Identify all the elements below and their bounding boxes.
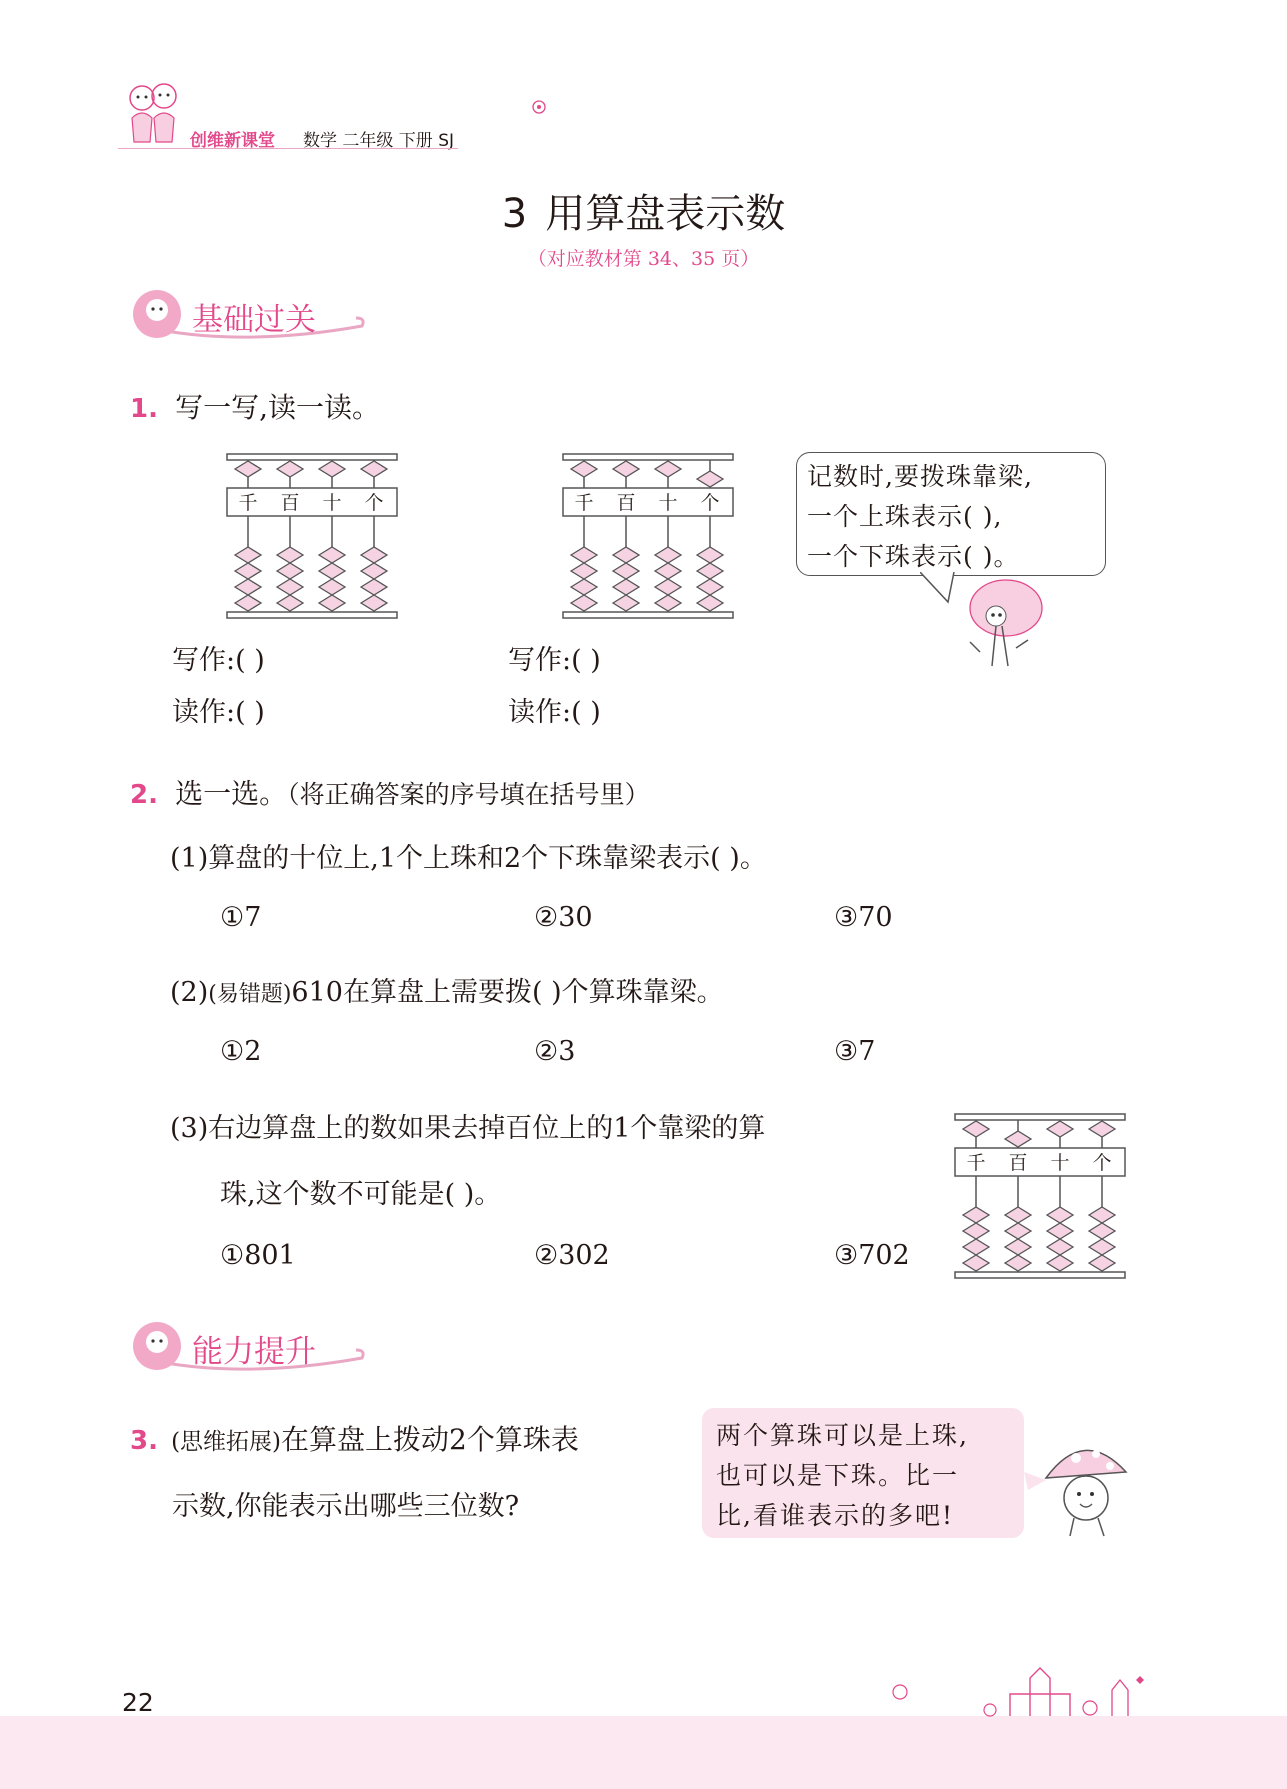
subject-label: 数学 二年级 下册 SJ [303, 131, 455, 151]
question-note: （将正确答案的序号填在括号里） [287, 780, 650, 809]
question-number: 2. [130, 780, 158, 810]
hint-line-1: 记数时,要拨珠靠梁, [807, 462, 1033, 491]
sub-question-1: (1)算盘的十位上,1个上珠和2个下珠靠梁表示( )。 [170, 843, 767, 874]
cartoon-kids-icon [120, 78, 190, 148]
question-2 [130, 772, 650, 812]
abacus-upper-bead [655, 461, 681, 477]
option-3-1[interactable]: ①801 [220, 1240, 296, 1271]
abacus-top-bar [227, 454, 397, 460]
abacus-place-label: 个 [364, 492, 384, 514]
write-answer-a[interactable]: 写作:( ) [172, 645, 265, 676]
abacus-c [954, 1110, 1128, 1282]
abacus-b [562, 450, 736, 622]
abacus-lower-bead [277, 547, 303, 563]
abacus-place-label: 十 [658, 492, 678, 514]
page-number: 22 [122, 1688, 154, 1717]
castle-decoration-icon [880, 1650, 1170, 1720]
abacus-place-label: 十 [322, 492, 342, 514]
abacus-place-label: 百 [616, 492, 636, 514]
abacus-lower-bead [1005, 1255, 1031, 1271]
tip-line-2: 也可以是下珠。比一 [716, 1461, 960, 1490]
abacus-place-label: 千 [238, 492, 258, 514]
abacus-lower-bead [697, 547, 723, 563]
abacus-lower-bead [1005, 1207, 1031, 1223]
abacus-upper-bead [697, 471, 723, 487]
option-2-2[interactable]: ②3 [534, 1036, 576, 1067]
abacus-lower-bead [1047, 1239, 1073, 1255]
section-advanced-badge [130, 1320, 370, 1372]
question-3 [130, 1418, 579, 1458]
tip-line-1: 两个算珠可以是上珠, [716, 1421, 969, 1450]
abacus-bottom-bar [563, 612, 733, 618]
question-1 [130, 386, 380, 426]
mushroom-mascot-icon [1024, 1432, 1144, 1552]
page-header [120, 78, 540, 158]
abacus-upper-bead [963, 1121, 989, 1137]
sub-question-prefix: (2) [170, 977, 209, 1008]
abacus-place-label: 十 [1050, 1152, 1070, 1174]
tip-line-3: 比,看谁表示的多吧! [716, 1501, 954, 1530]
abacus-place-label: 个 [700, 492, 720, 514]
cartoon-tree-icon [920, 572, 1050, 692]
abacus-lower-bead [235, 563, 261, 579]
hint-line-3: 一个下珠表示( )。 [807, 542, 1020, 571]
abacus-upper-bead [277, 461, 303, 477]
lesson-title-text: 用算盘表示数 [545, 191, 786, 237]
abacus-lower-bead [697, 595, 723, 611]
abacus-lower-bead [1089, 1223, 1115, 1239]
sub-question-2 [170, 970, 724, 1009]
abacus-place-label: 个 [1092, 1152, 1112, 1174]
abacus-lower-bead [319, 595, 345, 611]
abacus-place-label: 百 [1008, 1152, 1028, 1174]
option-3-2[interactable]: ②302 [534, 1240, 610, 1271]
abacus-lower-bead [1005, 1239, 1031, 1255]
abacus-lower-bead [655, 595, 681, 611]
abacus-lower-bead [235, 579, 261, 595]
abacus-upper-bead [571, 461, 597, 477]
abacus-lower-bead [277, 595, 303, 611]
abacus-lower-bead [1047, 1255, 1073, 1271]
abacus-lower-bead [235, 595, 261, 611]
abacus-lower-bead [613, 595, 639, 611]
thinking-tag: (思维拓展) [171, 1429, 282, 1455]
abacus-top-bar [563, 454, 733, 460]
abacus-lower-bead [277, 579, 303, 595]
header-divider [118, 148, 458, 149]
abacus-upper-bead [613, 461, 639, 477]
question-number: 1. [130, 394, 158, 424]
abacus-lower-bead [319, 579, 345, 595]
abacus-bottom-bar [955, 1272, 1125, 1278]
section-basic-label: 基础过关 [192, 302, 316, 338]
read-answer-b[interactable]: 读作:( ) [508, 697, 601, 728]
abacus-lower-bead [571, 563, 597, 579]
abacus-place-label: 百 [280, 492, 300, 514]
abacus-lower-bead [277, 563, 303, 579]
abacus-lower-bead [571, 547, 597, 563]
option-1-3[interactable]: ③70 [834, 902, 893, 933]
section-basic-badge [130, 288, 370, 340]
abacus-lower-bead [963, 1255, 989, 1271]
sub-question-stem: 610在算盘上需要拨( )个算珠靠梁。 [291, 977, 724, 1008]
abacus-lower-bead [963, 1223, 989, 1239]
abacus-lower-bead [361, 563, 387, 579]
abacus-lower-bead [963, 1239, 989, 1255]
brand-name: 创维新课堂 [190, 131, 275, 151]
abacus-lower-bead [1005, 1223, 1031, 1239]
hint-line-2: 一个上珠表示( ), [807, 502, 1003, 531]
sub-question-3-line-2: 珠,这个数不可能是( )。 [220, 1179, 502, 1210]
abacus-upper-bead [1047, 1121, 1073, 1137]
abacus-a [226, 450, 400, 622]
abacus-lower-bead [571, 579, 597, 595]
question-number: 3. [130, 1426, 158, 1456]
option-3-3[interactable]: ③702 [834, 1240, 910, 1271]
error-prone-tag: (易错题) [208, 982, 292, 1007]
hint-bubble [796, 452, 1106, 576]
abacus-lower-bead [235, 547, 261, 563]
abacus-upper-bead [235, 461, 261, 477]
abacus-lower-bead [1047, 1207, 1073, 1223]
question-text: 选一选。 [175, 777, 288, 810]
abacus-lower-bead [613, 547, 639, 563]
footer-band [0, 1716, 1287, 1789]
read-answer-a[interactable]: 读作:( ) [172, 697, 265, 728]
abacus-upper-bead [361, 461, 387, 477]
abacus-lower-bead [361, 595, 387, 611]
option-1-1[interactable]: ①7 [220, 902, 262, 933]
abacus-lower-bead [319, 547, 345, 563]
abacus-upper-bead [319, 461, 345, 477]
option-2-3[interactable]: ③7 [834, 1036, 876, 1067]
question-text: 写一写,读一读。 [175, 391, 380, 424]
question-text-line-2: 示数,你能表示出哪些三位数? [172, 1491, 520, 1522]
lesson-title [0, 182, 1287, 239]
abacus-lower-bead [963, 1207, 989, 1223]
abacus-lower-bead [655, 579, 681, 595]
abacus-bottom-bar [227, 612, 397, 618]
abacus-lower-bead [697, 579, 723, 595]
abacus-lower-bead [361, 579, 387, 595]
abacus-lower-bead [1089, 1255, 1115, 1271]
abacus-lower-bead [1089, 1239, 1115, 1255]
abacus-lower-bead [613, 563, 639, 579]
tip-bubble [702, 1408, 1024, 1538]
lesson-number: 3 [501, 191, 528, 237]
abacus-upper-bead [1005, 1131, 1031, 1147]
flower-icon [528, 98, 550, 116]
question-text-line-1: 在算盘上拨动2个算珠表 [281, 1423, 579, 1456]
abacus-place-label: 千 [574, 492, 594, 514]
abacus-upper-bead [1089, 1121, 1115, 1137]
option-2-1[interactable]: ①2 [220, 1036, 262, 1067]
abacus-lower-bead [1089, 1207, 1115, 1223]
abacus-lower-bead [655, 547, 681, 563]
abacus-lower-bead [613, 579, 639, 595]
abacus-lower-bead [571, 595, 597, 611]
textbook-reference: （对应教材第 34、35 页） [527, 248, 760, 270]
abacus-lower-bead [655, 563, 681, 579]
abacus-lower-bead [1047, 1223, 1073, 1239]
abacus-place-label: 千 [966, 1152, 986, 1174]
write-answer-b[interactable]: 写作:( ) [508, 645, 601, 676]
abacus-lower-bead [361, 547, 387, 563]
section-advanced-label: 能力提升 [192, 1334, 316, 1370]
abacus-top-bar [955, 1114, 1125, 1120]
abacus-lower-bead [319, 563, 345, 579]
abacus-lower-bead [697, 563, 723, 579]
sub-question-3-line-1: (3)右边算盘上的数如果去掉百位上的1个靠梁的算 [170, 1113, 766, 1144]
option-1-2[interactable]: ②30 [534, 902, 593, 933]
